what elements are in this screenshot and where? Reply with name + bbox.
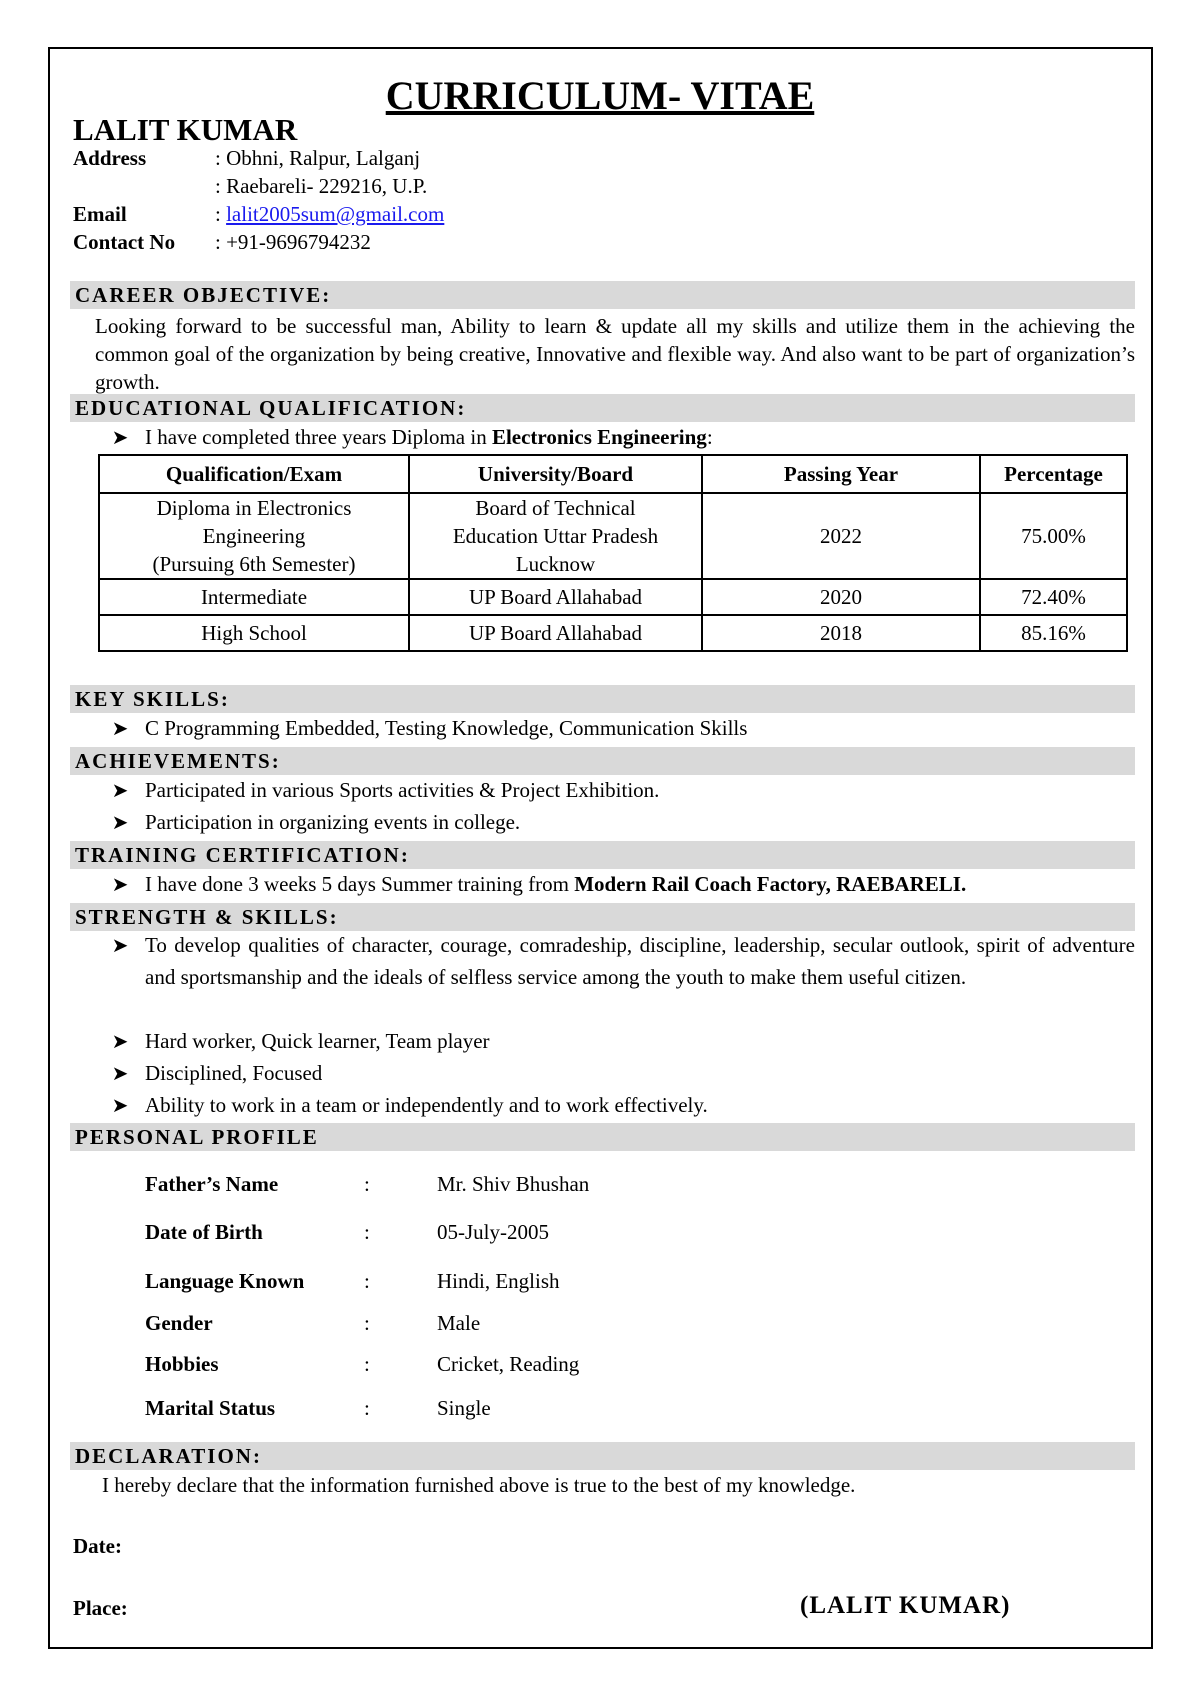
list-item: ➤ Hard worker, Quick learner, Team player [108,1025,1135,1057]
table-row [99,493,1127,579]
key-skills-heading: KEY SKILLS: [70,685,1135,713]
cell-year: 2020 [702,579,980,615]
list-item: ➤ C Programming Embedded, Testing Knowledge, Communication Skills [108,712,1135,744]
table-row [99,579,1127,615]
list-item: ➤ Ability to work in a team or independently and to work effectively. [108,1089,1135,1121]
career-objective-heading: CAREER OBJECTIVE: [70,281,1135,309]
cell-percentage: 75.00% [980,493,1127,579]
cell-year: 2018 [702,615,980,651]
col-header-year: Passing Year [702,455,980,493]
declaration-heading: DECLARATION: [70,1442,1135,1470]
arrow-bullet-icon: ➤ [111,933,129,957]
strengths-heading: STRENGTH & SKILLS: [70,903,1135,931]
page-title: CURRICULUM- VITAE [385,73,815,118]
education-heading: EDUCATIONAL QUALIFICATION: [70,394,1135,422]
table-row [99,615,1127,651]
arrow-bullet-icon: ➤ [111,1029,129,1053]
achievements-heading: ACHIEVEMENTS: [70,747,1135,775]
arrow-bullet-icon: ➤ [111,810,129,834]
signature-name: (LALIT KUMAR) [800,1592,1011,1619]
list-item: ➤ Participated in various Sports activities & Project Exhibition. [108,774,1135,806]
address-line-2: : Raebareli- 229216, U.P. [215,174,428,198]
arrow-bullet-icon: ➤ [111,872,129,896]
cell-exam: Diploma in Electronics Engineering (Pursuing 6th Semester) [99,493,409,579]
table-header-row [99,455,1127,493]
list-item: ➤ Disciplined, Focused [108,1057,1135,1089]
candidate-name: LALIT KUMAR [73,112,298,147]
cell-board: UP Board Allahabad [409,615,702,651]
career-objective-text: Looking forward to be successful man, Ability to learn & update all my skills and utilize them in the achieving the common goal of the organization by being creative, Innovative and flexible way. And also want to be part of organization’s growth. [95,314,1135,394]
education-table [98,454,1128,652]
date-label: Date: [73,1534,122,1558]
phone-number: : +91-9696794232 [215,230,371,254]
training-heading: TRAINING CERTIFICATION: [70,841,1135,869]
col-header-board: University/Board [409,455,702,493]
place-label: Place: [73,1596,128,1620]
col-header-exam: Qualification/Exam [99,455,409,493]
cell-percentage: 85.16% [980,615,1127,651]
cell-board: Board of Technical Education Uttar Pradesh Lucknow [409,493,702,579]
list-item: ➤ I have done 3 weeks 5 days Summer training from Modern Rail Coach Factory, RAEBARELI. [108,868,1135,900]
list-item: ➤ To develop qualities of character, courage, comradeship, discipline, leadership, secular outlook, spirit of adventure and sportsmanship and the ideals of selfless service among the youth to make them useful citizen. [108,929,1135,993]
email-link[interactable]: lalit2005sum@gmail.com [226,202,445,226]
cell-percentage: 72.40% [980,579,1127,615]
phone-label: Contact No [73,230,176,254]
address-label: Address [73,146,147,170]
address-line-1: : Obhni, Ralpur, Lalganj [215,146,421,170]
cell-exam: High School [99,615,409,651]
contact-block [73,144,444,256]
arrow-bullet-icon: ➤ [111,1061,129,1085]
col-header-percentage: Percentage [980,455,1127,493]
email-prefix: : [215,202,227,226]
list-item: ➤ Participation in organizing events in college. [108,806,1135,838]
arrow-bullet-icon: ➤ [111,716,129,740]
arrow-bullet-icon: ➤ [111,425,129,449]
arrow-bullet-icon: ➤ [111,778,129,802]
declaration-text: I hereby declare that the information furnished above is true to the best of my knowledge. [102,1473,856,1497]
cell-year: 2022 [702,493,980,579]
education-intro: ➤ I have completed three years Diploma in Electronics Engineering: [108,421,1135,453]
cell-board: UP Board Allahabad [409,579,702,615]
arrow-bullet-icon: ➤ [111,1093,129,1117]
cell-exam: Intermediate [99,579,409,615]
email-label: Email [73,202,127,226]
personal-profile-heading: PERSONAL PROFILE [70,1123,1135,1151]
